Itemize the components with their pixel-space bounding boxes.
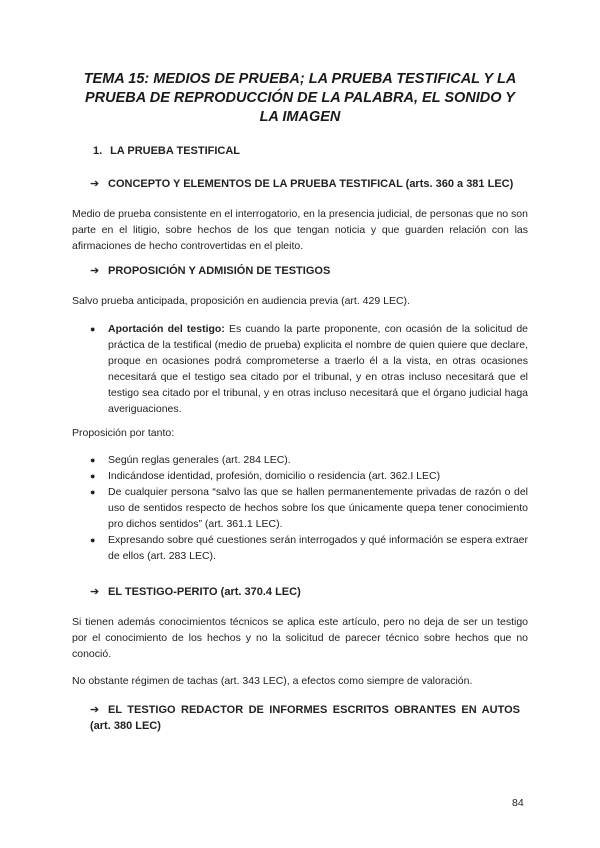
subsection-label: EL TESTIGO-PERITO (art. 370.4 LEC) bbox=[108, 586, 301, 598]
aportacion-label: Aportación del testigo: bbox=[108, 323, 225, 335]
list-item-text: Expresando sobre qué cuestiones serán interrogados y qué información se espera extraer de ellos (art. 283 LEC). bbox=[108, 534, 528, 562]
paragraph-concepto: Medio de prueba consistente en el interrogatorio, en la presencia judicial, de personas que no son parte en el litigio, sobre hechos de los que tengan noticia y que guarden relación con las afirmaciones de hecho controvertidas en el pleito. bbox=[72, 208, 528, 252]
subsection-heading-proposicion bbox=[90, 263, 330, 279]
list-item bbox=[90, 452, 528, 468]
paragraph-regimen-tachas: No obstante régimen de tachas (art. 343 LEC), a efectos como siempre de valoración. bbox=[72, 675, 473, 687]
bullet-icon: ● bbox=[90, 487, 96, 497]
subsection-heading-testigo-perito bbox=[90, 584, 301, 600]
page-title: TEMA 15: MEDIOS DE PRUEBA; LA PRUEBA TESTIFICAL Y LA PRUEBA DE REPRODUCCIÓN DE LA PALABRA, EL SONIDO Y LA IMAGEN bbox=[83, 71, 517, 125]
list-item-text: Indicándose identidad, profesión, domicilio o residencia (art. 362.I LEC) bbox=[108, 470, 441, 482]
paragraph-proposicion-por-tanto: Proposición por tanto: bbox=[72, 427, 175, 439]
list-item-text: Según reglas generales (art. 284 LEC). bbox=[108, 454, 291, 466]
subsection-label: PROPOSICIÓN Y ADMISIÓN DE TESTIGOS bbox=[108, 265, 331, 277]
bullet-icon: ● bbox=[90, 535, 96, 545]
list-item bbox=[90, 321, 528, 417]
section-number: 1. bbox=[93, 145, 103, 157]
arrow-icon: ➔ bbox=[90, 265, 100, 277]
list-item bbox=[90, 532, 528, 564]
proposicion-list bbox=[90, 452, 528, 564]
aportacion-text: Es cuando la parte proponente, con ocasión de la solicitud de práctica de la testifical (medio de prueba) explicita el nombre de quien quiere que declare, proque en ocasiones podrá comprometerse a traerlo él a la vista, en otras ocasiones necesitará que el testigo sea citado por el tribunal, y en otras incluso necesitará que el testigo sea citado por el tribunal, y en otras incluso necesitará que el órgano judicial haga averiguaciones. bbox=[108, 323, 529, 415]
page-number: 84 bbox=[512, 797, 524, 809]
list-item bbox=[90, 484, 528, 532]
section-heading-1 bbox=[93, 145, 240, 157]
section-label: LA PRUEBA TESTIFICAL bbox=[110, 145, 241, 157]
paragraph-testigo-perito: Si tienen además conocimientos técnicos se aplica este artículo, pero no deja de ser un testigo por el conocimiento de los hechos y no la solicitud de parecer técnico sobre hechos que no conoció. bbox=[72, 616, 528, 660]
subsection-heading-testigo-redactor bbox=[90, 702, 520, 734]
bullet-icon: ● bbox=[90, 324, 96, 334]
subsection-heading-concepto bbox=[90, 176, 513, 192]
list-item-text: De cualquier persona “salvo las que se hallen permanentemente privadas de razón o del uso de sentidos respecto de hechos sobre los que únicamente quepa tener conocimiento pro dichos sentidos” (art. 361.1 LEC). bbox=[108, 486, 528, 530]
list-item bbox=[90, 468, 528, 484]
bullet-icon: ● bbox=[90, 455, 96, 465]
arrow-icon: ➔ bbox=[90, 586, 100, 598]
paragraph-salvo-prueba: Salvo prueba anticipada, proposición en audiencia previa (art. 429 LEC). bbox=[72, 295, 410, 307]
subsection-label: EL TESTIGO REDACTOR DE INFORMES ESCRITOS OBRANTES EN AUTOS (art. 380 LEC) bbox=[90, 704, 520, 732]
bullet-icon: ● bbox=[90, 471, 96, 481]
subsection-label: CONCEPTO Y ELEMENTOS DE LA PRUEBA TESTIFICAL (arts. 360 a 381 LEC) bbox=[108, 178, 514, 190]
arrow-icon: ➔ bbox=[90, 704, 100, 716]
arrow-icon: ➔ bbox=[90, 178, 100, 190]
aportacion-list bbox=[90, 321, 528, 417]
